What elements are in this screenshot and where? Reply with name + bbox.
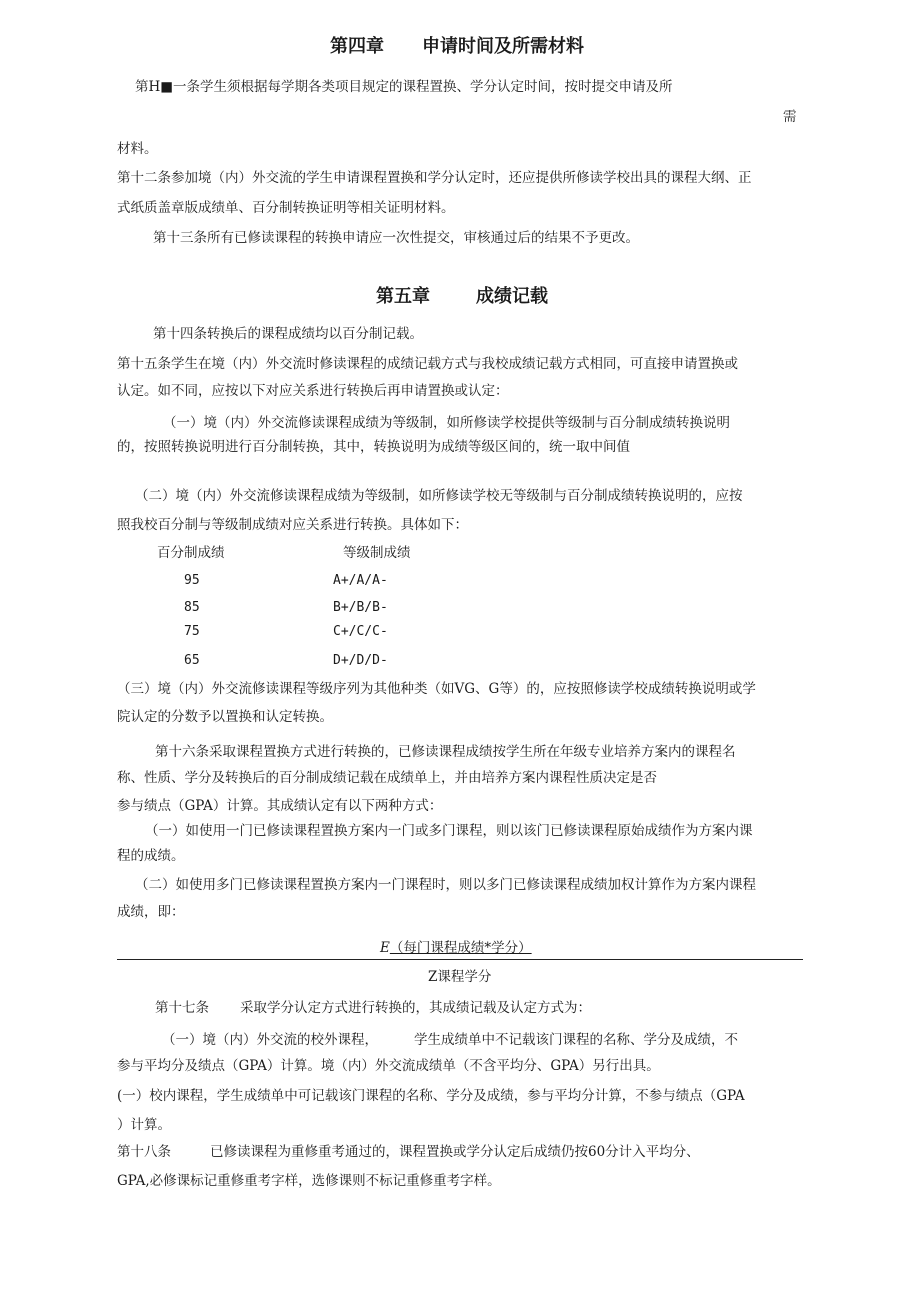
formula-fraction-bar [117, 959, 803, 960]
article-16-option-2-line-2: 成绩，即： [117, 904, 185, 920]
article-17-option-1-line-2: 参与平均分及绩点（GPA）计算。境（内）外交流成绩单（不含平均分、GPA）另行出具。 [117, 1058, 660, 1074]
formula-numerator-text: （每门课程成绩*学分） [389, 940, 532, 956]
formula-sum-symbol: E [380, 940, 390, 956]
article-11-line-2: 材料。 [117, 141, 158, 157]
article-17-option-2-line-1: (一）校内课程，学生成绩单中可记载该门课程的名称、学分及成绩，参与平均分计算，不参与绩点（GPA [117, 1088, 745, 1104]
table-header-grade: 等级制成绩 [343, 545, 411, 561]
article-15-line-2: 认定。如不同，应按以下对应关系进行转换后再申请置换或认定： [117, 383, 509, 399]
article-18-label: 第十八条 [117, 1144, 171, 1160]
table-cell-score: 75 [184, 624, 200, 639]
article-16-option-2-line-1: （二）如使用多门已修读课程置换方案内一门课程时，则以多门已修读课程成绩加权计算作为方案内课程 [135, 877, 756, 893]
article-18-text: 已修读课程为重修重考通过的，课程置换或学分认定后成绩仍按60分计入平均分、 [210, 1144, 700, 1160]
table-cell-grade: A+/A/A- [333, 573, 388, 588]
table-cell-score: 95 [184, 573, 200, 588]
article-17-text: 采取学分认定方式进行转换的，其成绩记载及认定方式为： [240, 1000, 591, 1016]
table-header-percent: 百分制成绩 [157, 545, 225, 561]
item-3-line-1: （三）境（内）外交流修读课程等级序列为其他种类（如VG、G等）的，应按照修读学校成绩转换说明或学 [117, 681, 756, 697]
article-17-option-2-line-2: ）计算。 [117, 1117, 171, 1133]
table-cell-grade: D+/D/D- [333, 653, 388, 668]
article-11-line-1: 第H■一条学生须根据每学期各类项目规定的课程置换、学分认定时间，按时提交申请及所 [135, 79, 673, 95]
item-1-line-2: 的，按照转换说明进行百分制转换，其中，转换说明为成绩等级区间的，统一取中间值 [117, 439, 630, 455]
article-17-option-1-line-1b: 学生成绩单中不记载该门课程的名称、学分及成绩，不 [414, 1032, 738, 1048]
table-cell-score: 85 [184, 600, 200, 615]
item-2-line-2: 照我校百分制与等级制成绩对应关系进行转换。具体如下： [117, 517, 468, 533]
article-17-label: 第十七条 [155, 1000, 209, 1016]
item-2-line-1: （二）境（内）外交流修读课程成绩为等级制，如所修读学校无等级制与百分制成绩转换说明的，应按 [135, 488, 743, 504]
item-3-line-2: 院认定的分数予以置换和认定转换。 [117, 709, 333, 725]
article-16-option-1-line-2: 程的成绩。 [117, 848, 185, 864]
table-cell-score: 65 [184, 653, 200, 668]
article-14: 第十四条转换后的课程成绩均以百分制记载。 [153, 326, 423, 342]
formula-denominator: Z课程学分 [428, 969, 492, 985]
article-16-line-3: 参与绩点（GPA）计算。其成绩认定有以下两种方式： [117, 798, 443, 814]
item-1-line-1: （一）境（内）外交流修读课程成绩为等级制，如所修读学校提供等级制与百分制成绩转换说明 [163, 415, 730, 431]
chapter-number: 第四章 [330, 36, 384, 57]
table-cell-grade: B+/B/B- [333, 600, 388, 615]
chapter-4-heading [330, 36, 584, 58]
chapter-number: 第五章 [376, 286, 430, 307]
article-16-option-1-line-1: （一）如使用一门已修读课程置换方案内一门或多门课程，则以该门已修读课程原始成绩作为方案内课 [145, 823, 753, 839]
article-12-line-2: 式纸质盖章版成绩单、百分制转换证明等相关证明材料。 [117, 200, 455, 216]
article-18-line-2: GPA,必修课标记重修重考字样，选修课则不标记重修重考字样。 [117, 1173, 501, 1189]
article-11-wrap-char: 需 [783, 109, 797, 125]
chapter-title: 申请时间及所需材料 [422, 36, 584, 57]
article-16-line-1: 第十六条采取课程置换方式进行转换的，已修读课程成绩按学生所在年级专业培养方案内的课程名 [155, 744, 736, 760]
article-17-option-1-line-1a: （一）境（内）外交流的校外课程， [162, 1032, 378, 1048]
table-cell-grade: C+/C/C- [333, 624, 388, 639]
chapter-title: 成绩记载 [476, 286, 548, 307]
article-16-line-2: 称、性质、学分及转换后的百分制成绩记载在成绩单上，并由培养方案内课程性质决定是否 [117, 770, 657, 786]
article-13: 第十三条所有已修读课程的转换申请应一次性提交，审核通过后的结果不予更改。 [153, 230, 639, 246]
formula-numerator [380, 939, 532, 957]
article-15-line-1: 第十五条学生在境（内）外交流时修读课程的成绩记载方式与我校成绩记载方式相同，可直接申请置换或 [117, 356, 738, 372]
chapter-5-heading [376, 286, 548, 308]
article-12-line-1: 第十二条参加境（内）外交流的学生申请课程置换和学分认定时，还应提供所修读学校出具的课程大纲、正 [117, 170, 752, 186]
